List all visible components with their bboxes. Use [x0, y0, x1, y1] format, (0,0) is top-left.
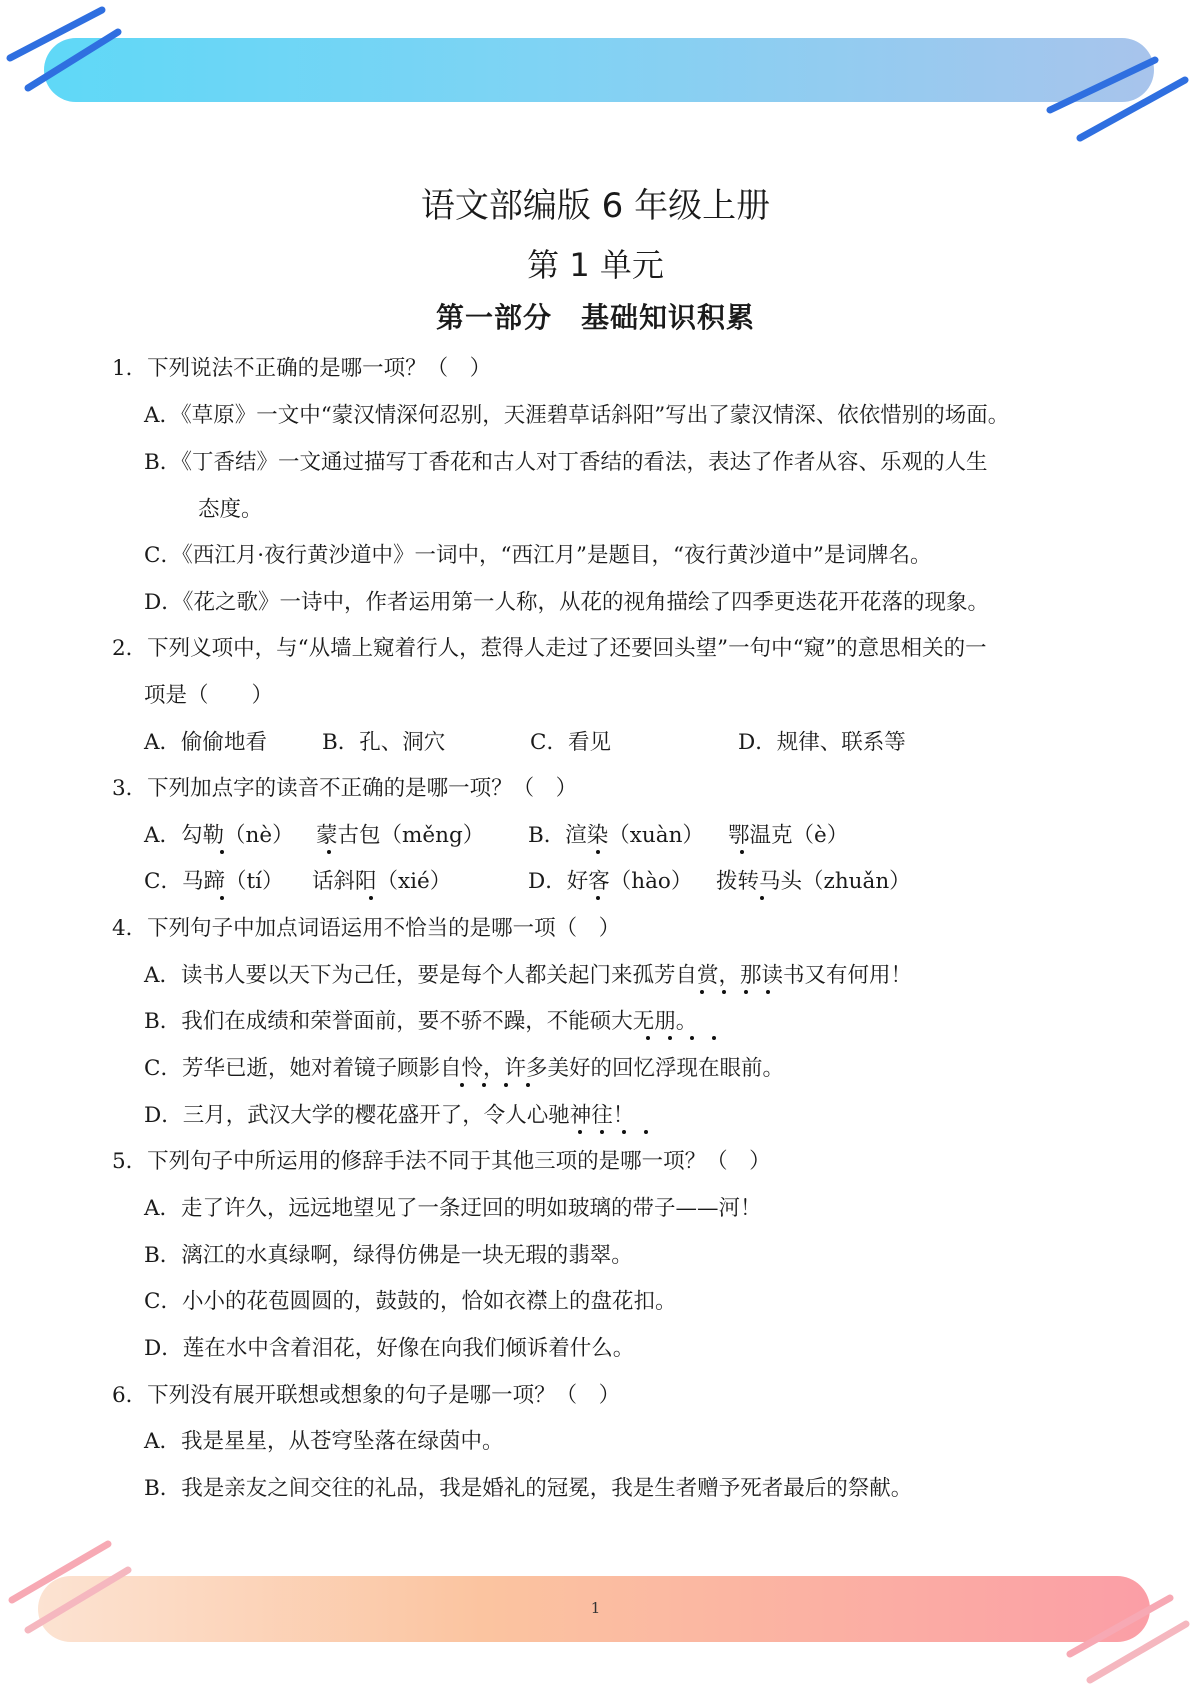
question-2-option-a: A．偷偷地看	[144, 730, 268, 755]
question-1-option-d: D．《花之歌》一诗中，作者运用第一人称，从花的视角描绘了四季更迭花开花落的现象。	[144, 590, 989, 615]
question-3-stem: 3．下列加点字的读音不正确的是哪一项？（ ）	[112, 776, 578, 801]
question-6-option-a: A．我是星星，从苍穹坠落在绿茵中。	[144, 1429, 504, 1454]
emphasis-dot	[744, 990, 748, 994]
question-1-option-a: A．《草原》一文中“蒙汉情深何忍别，天涯碧草话斜阳”写出了蒙汉情深、依依惜别的场面。	[144, 403, 1010, 428]
emphasis-dot	[578, 1130, 582, 1134]
bottom-left-stripes	[0, 1530, 150, 1640]
emphasis-dot	[220, 896, 224, 900]
question-4-stem: 4．下列句子中加点词语运用不恰当的是哪一项（ ）	[112, 916, 621, 941]
section-title: 第一部分 基础知识积累	[435, 301, 755, 334]
emphasis-dot	[712, 1036, 716, 1040]
emphasis-dot	[668, 1036, 672, 1040]
emphasis-dot	[600, 1130, 604, 1134]
question-4-option-a: A．读书人要以天下为己任，要是每个人都关起门来孤芳自赏，那读书又有何用！	[144, 963, 913, 988]
page-number: 1	[590, 1599, 601, 1617]
emphasis-dot	[220, 850, 224, 854]
emphasis-dot	[596, 850, 600, 854]
question-1-option-c: C．《西江月·夜行黄沙道中》一词中，“西江月”是题目，“夜行黄沙道中”是词牌名。	[144, 543, 932, 568]
question-6-option-b: B．我是亲友之间交往的礼品，我是婚礼的冠冕，我是生者赠予死者最后的祭献。	[144, 1476, 913, 1501]
document-title: 语文部编版 6 年级上册	[420, 186, 771, 226]
question-2-stem: 2．下列义项中，与“从墙上窥着行人，惹得人走过了还要回头望”一句中“窥”的意思相关的一	[112, 636, 987, 661]
question-5-option-a: A．走了许久，远远地望见了一条迂回的明如玻璃的带子——河！	[144, 1196, 762, 1221]
emphasis-dot	[482, 1083, 486, 1087]
emphasis-dot	[526, 1083, 530, 1087]
question-4-option-c: C．芳华已逝，她对着镜子顾影自怜，许多美好的回忆浮现在眼前。	[144, 1056, 784, 1081]
emphasis-dot	[766, 990, 770, 994]
emphasis-dot	[644, 1130, 648, 1134]
question-4-option-b: B．我们在成绩和荣誉面前，要不骄不躁，不能硕大无朋。	[144, 1009, 698, 1034]
emphasis-dot	[646, 1036, 650, 1040]
question-3-option-c-1: C．马蹄（tí）	[144, 869, 284, 894]
emphasis-dot	[504, 1083, 508, 1087]
question-2-option-b: B．孔、洞穴	[322, 730, 446, 755]
question-3-option-a-1: A．勾勒（nè）	[144, 823, 294, 848]
emphasis-dot	[460, 1083, 464, 1087]
question-5-option-b: B．漓江的水真绿啊，绿得仿佛是一块无瑕的翡翠。	[144, 1243, 633, 1268]
question-1-option-b: B．《丁香结》一文通过描写丁香花和古人对丁香结的看法，表达了作者从容、乐观的人生	[144, 450, 988, 475]
question-1-option-b-continued: 态度。	[198, 497, 263, 522]
question-3-option-a-2: 蒙古包（měng）	[316, 823, 485, 848]
emphasis-dot	[596, 896, 600, 900]
unit-title: 第 1 单元	[527, 246, 664, 284]
emphasis-dot	[690, 1036, 694, 1040]
question-3-option-d-2: 拨转马头（zhuǎn）	[716, 869, 911, 894]
question-2-option-c: C．看见	[530, 730, 611, 755]
top-left-stripes	[0, 0, 140, 110]
question-5-stem: 5．下列句子中所运用的修辞手法不同于其他三项的是哪一项？（ ）	[112, 1149, 771, 1174]
emphasis-dot	[622, 1130, 626, 1134]
emphasis-dot	[369, 896, 373, 900]
question-5-option-c: C．小小的花苞圆圆的，鼓鼓的，恰如衣襟上的盘花扣。	[144, 1289, 677, 1314]
header-banner	[44, 38, 1154, 102]
emphasis-dot	[740, 850, 744, 854]
question-3-option-b-2: 鄂温克（è）	[728, 823, 849, 848]
question-3-option-d-1: D．好客（hào）	[528, 869, 693, 894]
emphasis-dot	[327, 850, 331, 854]
emphasis-dot	[760, 896, 764, 900]
question-3-option-c-2: 话斜阳（xié）	[312, 869, 452, 894]
question-1-stem: 1．下列说法不正确的是哪一项？（ ）	[112, 356, 492, 381]
question-2-option-d: D．规律、联系等	[738, 730, 906, 755]
question-4-option-d: D．三月，武汉大学的樱花盛开了，令人心驰神往！	[144, 1103, 635, 1128]
question-6-stem: 6．下列没有展开联想或想象的句子是哪一项？（ ）	[112, 1383, 621, 1408]
question-5-option-d: D．莲在水中含着泪花，好像在向我们倾诉着什么。	[144, 1336, 635, 1361]
question-2-stem-continued: 项是（ ）	[144, 683, 274, 708]
emphasis-dot	[700, 990, 704, 994]
emphasis-dot	[722, 990, 726, 994]
top-right-stripes	[1040, 50, 1191, 150]
question-3-option-b-1: B．渲染（xuàn）	[528, 823, 704, 848]
